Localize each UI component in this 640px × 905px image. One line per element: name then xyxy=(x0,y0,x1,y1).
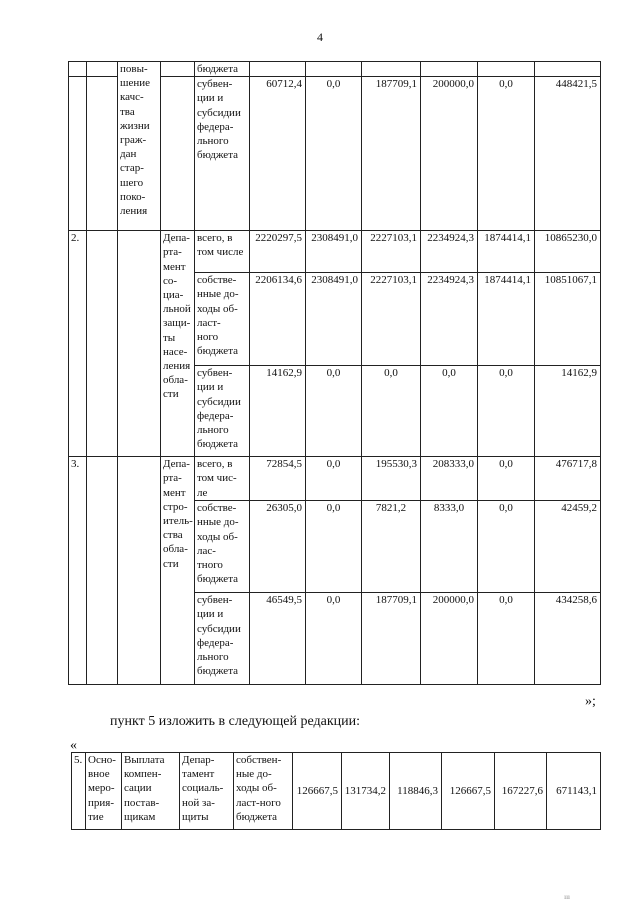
value-cell: 2234924,3 xyxy=(421,231,478,273)
source-cell: собстве- нные до- ходы об- ласт- ного бюджета xyxy=(195,273,250,366)
value-cell: 2308491,0 xyxy=(306,273,362,366)
value-cell: 0,0 xyxy=(306,366,362,457)
value-cell: 126667,5 xyxy=(442,753,495,830)
type-cell xyxy=(87,457,118,685)
value-cell: 60712,4 xyxy=(250,77,306,231)
value-cell: 0,0 xyxy=(306,77,362,231)
opening-quote: « xyxy=(70,738,77,753)
type-cell xyxy=(87,62,118,77)
value-cell: 42459,2 xyxy=(535,501,601,593)
value-cell: 434258,6 xyxy=(535,593,601,685)
value-cell: 72854,5 xyxy=(250,457,306,501)
source-cell: всего, в том числе xyxy=(195,231,250,273)
row-number xyxy=(69,62,87,77)
page-number: 4 xyxy=(317,30,323,44)
amendment-paragraph: пункт 5 изложить в следующей редакции: xyxy=(110,714,360,729)
value-cell: 46549,5 xyxy=(250,593,306,685)
value-cell: 2308491,0 xyxy=(306,231,362,273)
row-number: 5. xyxy=(72,753,86,830)
value-cell: 187709,1 xyxy=(362,593,421,685)
value-cell: 0,0 xyxy=(306,457,362,501)
table-row xyxy=(72,753,601,830)
type-cell xyxy=(87,231,118,457)
event-cell xyxy=(118,231,161,457)
value-cell: 1874414,1 xyxy=(478,231,535,273)
value-cell: 0,0 xyxy=(478,77,535,231)
value-cell: 2206134,6 xyxy=(250,273,306,366)
value-cell: 0,0 xyxy=(306,593,362,685)
value-cell: 448421,5 xyxy=(535,77,601,231)
event-cell: повы- шение качс- тва жизни граж- дан стар- шего поко- ления xyxy=(118,62,161,231)
value-cell: 208333,0 xyxy=(421,457,478,501)
event-cell: Выплата компен- сации постав- щикам xyxy=(122,753,180,830)
executor-cell xyxy=(161,62,195,77)
value-cell: 167227,6 xyxy=(495,753,547,830)
value-cell: 200000,0 xyxy=(421,593,478,685)
value-cell: 195530,3 xyxy=(362,457,421,501)
row-number: 3. xyxy=(69,457,87,685)
corner-mark: ııı xyxy=(564,893,570,901)
value-cell: 131734,2 xyxy=(342,753,390,830)
value-cell: 0,0 xyxy=(478,457,535,501)
row-number: 2. xyxy=(69,231,87,457)
value-cell: 14162,9 xyxy=(535,366,601,457)
source-cell: субвен- ции и субсидии федера- льного бюджета xyxy=(195,366,250,457)
amendment-table xyxy=(71,752,601,830)
value-cell: 0,0 xyxy=(478,593,535,685)
value-cell: 1874414,1 xyxy=(478,273,535,366)
value-cell: 0,0 xyxy=(478,501,535,593)
closing-quote: »; xyxy=(585,694,596,709)
value-cell: 14162,9 xyxy=(250,366,306,457)
source-cell: собстве- нные до- ходы об- лас- тного бюджета xyxy=(195,501,250,593)
value-cell: 2220297,5 xyxy=(250,231,306,273)
value-cell: 8333,0 xyxy=(421,501,478,593)
value-cell: 10851067,1 xyxy=(535,273,601,366)
value-cell: 2227103,1 xyxy=(362,231,421,273)
executor-cell: Депа- рта- мент со- циа- льной защи- ты насе- ления обла- сти xyxy=(161,231,195,457)
value-cell: 2234924,3 xyxy=(421,273,478,366)
value-cell: 671143,1 xyxy=(547,753,601,830)
source-cell: субвен- ции и субсидии федера- льного бюджета xyxy=(195,593,250,685)
executor-cell: Депа- рта- мент стро- итель- ства обла- сти xyxy=(161,457,195,685)
table-row xyxy=(69,231,601,273)
value-cell: 2227103,1 xyxy=(362,273,421,366)
type-cell: Осно- вное меро- прия- тие xyxy=(86,753,122,830)
executor-cell: Депар- тамент социаль- ной за- щиты xyxy=(180,753,234,830)
table-row xyxy=(69,457,601,501)
value-cell: 476717,8 xyxy=(535,457,601,501)
value-cell: 7821,2 xyxy=(362,501,421,593)
value-cell: 0,0 xyxy=(421,366,478,457)
table-row xyxy=(69,62,601,77)
value-cell: 0,0 xyxy=(362,366,421,457)
value-cell: 126667,5 xyxy=(293,753,342,830)
value-cell: 118846,3 xyxy=(390,753,442,830)
funding-table xyxy=(68,61,601,685)
source-cell: субвен- ции и субсидии федера- льного бюджета xyxy=(195,77,250,231)
value-cell: 0,0 xyxy=(478,366,535,457)
value-cell: 26305,0 xyxy=(250,501,306,593)
value-cell: 200000,0 xyxy=(421,77,478,231)
value-cell: 187709,1 xyxy=(362,77,421,231)
value-cell: 0,0 xyxy=(306,501,362,593)
source-cell: собствен- ные до- ходы об- ласт-ного бюджета xyxy=(234,753,293,830)
value-cell: 10865230,0 xyxy=(535,231,601,273)
source-cell: бюджета xyxy=(195,62,250,77)
source-cell: всего, в том чис- ле xyxy=(195,457,250,501)
event-cell xyxy=(118,457,161,685)
